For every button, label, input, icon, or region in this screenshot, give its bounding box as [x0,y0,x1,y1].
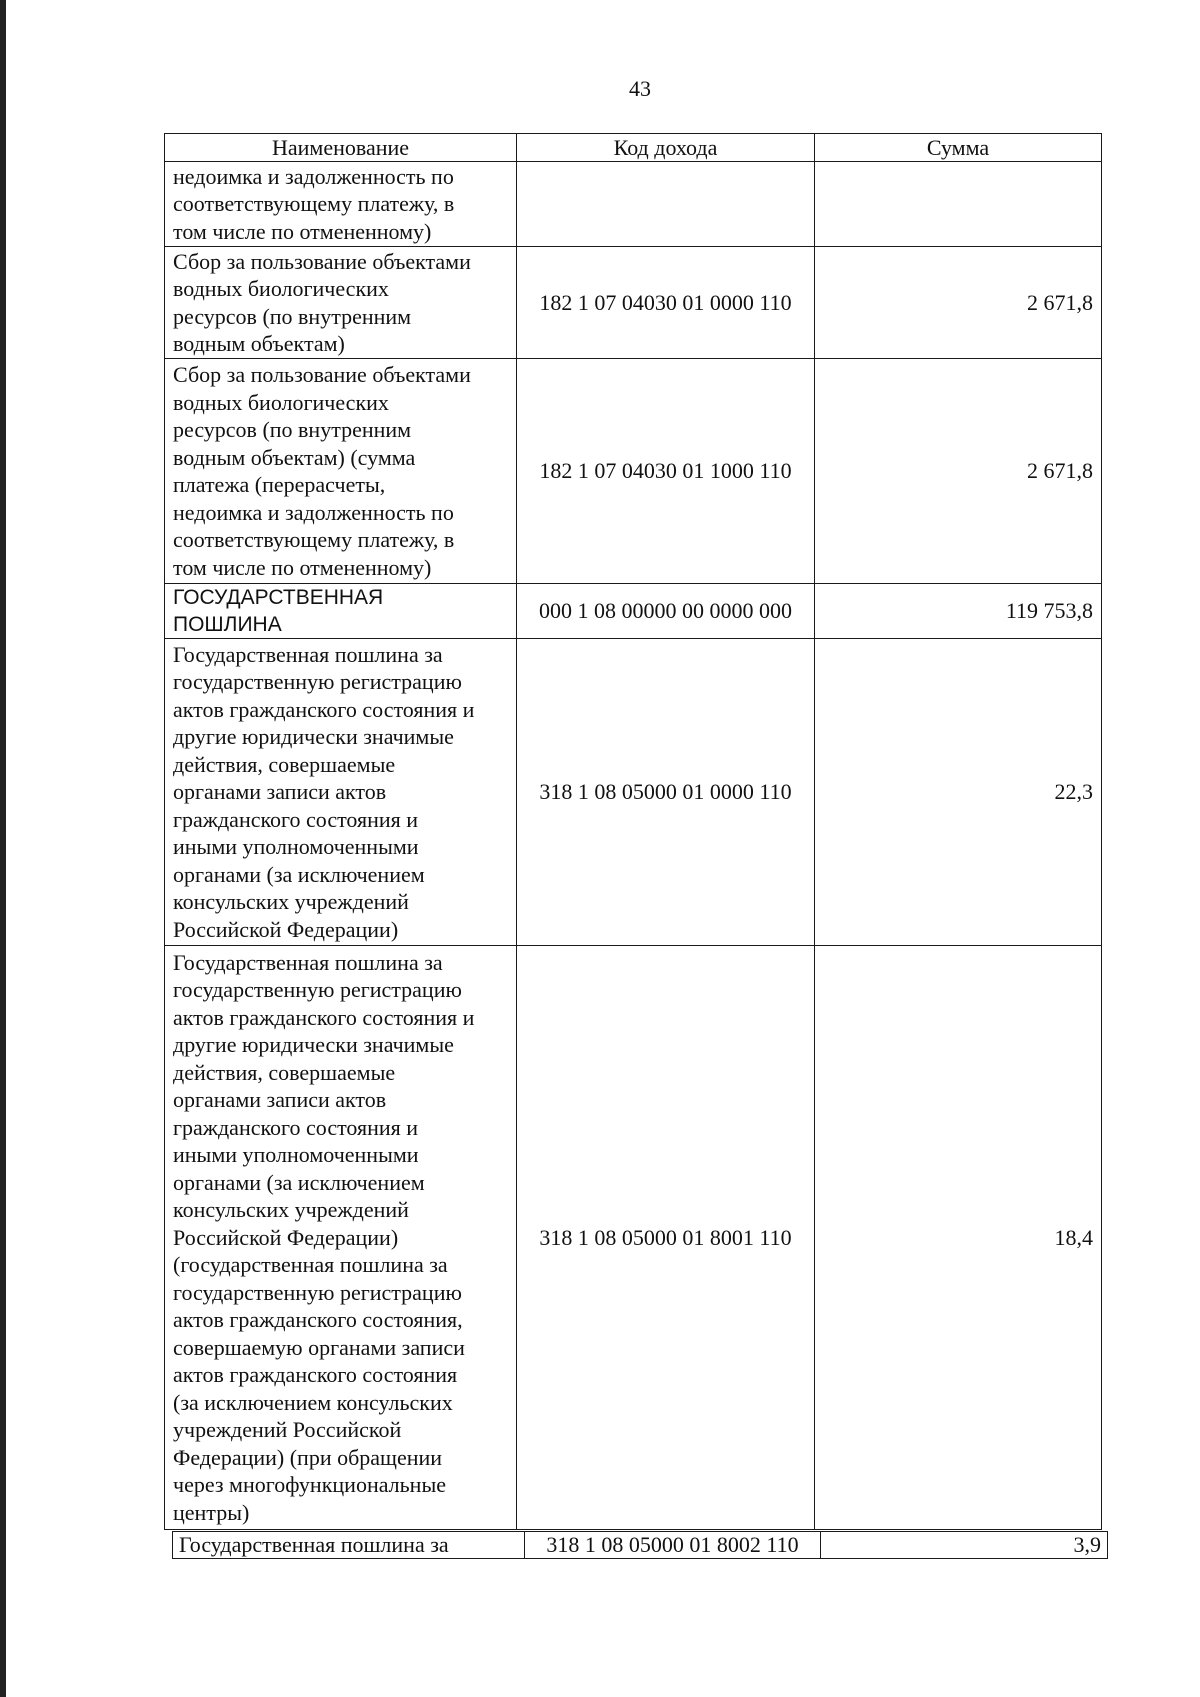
row-name: Государственная пошлина за государственную регистрацию актов гражданского состояния и другие юридически значимые действия, совершаемые органами записи актов гражданского состояния и иными уполномоченными органами (за исключением консульских учреждений Российской Федерации) (государственная пошлина за государственную регистрацию актов гражданского состояния, совершаемую органами записи актов гражданского состояния (за исключением консульских учреждений Российской Федерации) (при обращении через многофункциональные центры) [165,946,517,1530]
row-code: 182 1 07 04030 01 1000 110 [517,359,815,584]
row-code [517,162,815,247]
row-sum [815,162,1102,247]
table-row [165,359,1102,584]
row-sum: 119 753,8 [815,584,1102,639]
table-row [165,162,1102,247]
row-sum: 3,9 [821,1532,1108,1559]
row-name: Сбор за пользование объектами водных биологических ресурсов (по внутренним водным объектам) (сумма платежа (перерасчеты, недоимка и задолженность по соответствующему платежу, в том числе по отмененному) [165,359,517,584]
row-name: Государственная пошлина за [173,1532,525,1559]
row-code: 318 1 08 05000 01 0000 110 [517,639,815,946]
table-row [165,639,1102,946]
table-header-row [165,134,1102,162]
page-number: 43 [629,76,651,101]
row-sum: 22,3 [815,639,1102,946]
table-row [165,247,1102,359]
row-name: ГОСУДАРСТВЕННАЯ ПОШЛИНА [165,584,517,639]
row-sum: 2 671,8 [815,359,1102,584]
row-code: 000 1 08 00000 00 0000 000 [517,584,815,639]
table-row [173,1532,1108,1559]
row-code: 182 1 07 04030 01 0000 110 [517,247,815,359]
row-code: 318 1 08 05000 01 8001 110 [517,946,815,1530]
row-sum: 2 671,8 [815,247,1102,359]
row-name: недоимка и задолженность по соответствующему платежу, в том числе по отмененному) [165,162,517,247]
table-row [165,946,1102,1530]
scan-edge [0,0,6,1697]
row-sum: 18,4 [815,946,1102,1530]
revenue-table-last-row [172,1531,1108,1559]
header-name: Наименование [165,134,517,162]
header-sum: Сумма [815,134,1102,162]
row-name: Государственная пошлина за государственную регистрацию актов гражданского состояния и другие юридически значимые действия, совершаемые органами записи актов гражданского состояния и иными уполномоченными органами (за исключением консульских учреждений Российской Федерации) [165,639,517,946]
row-code: 318 1 08 05000 01 8002 110 [525,1532,821,1559]
revenue-table [164,133,1102,1530]
header-code: Код дохода [517,134,815,162]
row-name: Сбор за пользование объектами водных биологических ресурсов (по внутренним водным объектам) [165,247,517,359]
table-row [165,584,1102,639]
